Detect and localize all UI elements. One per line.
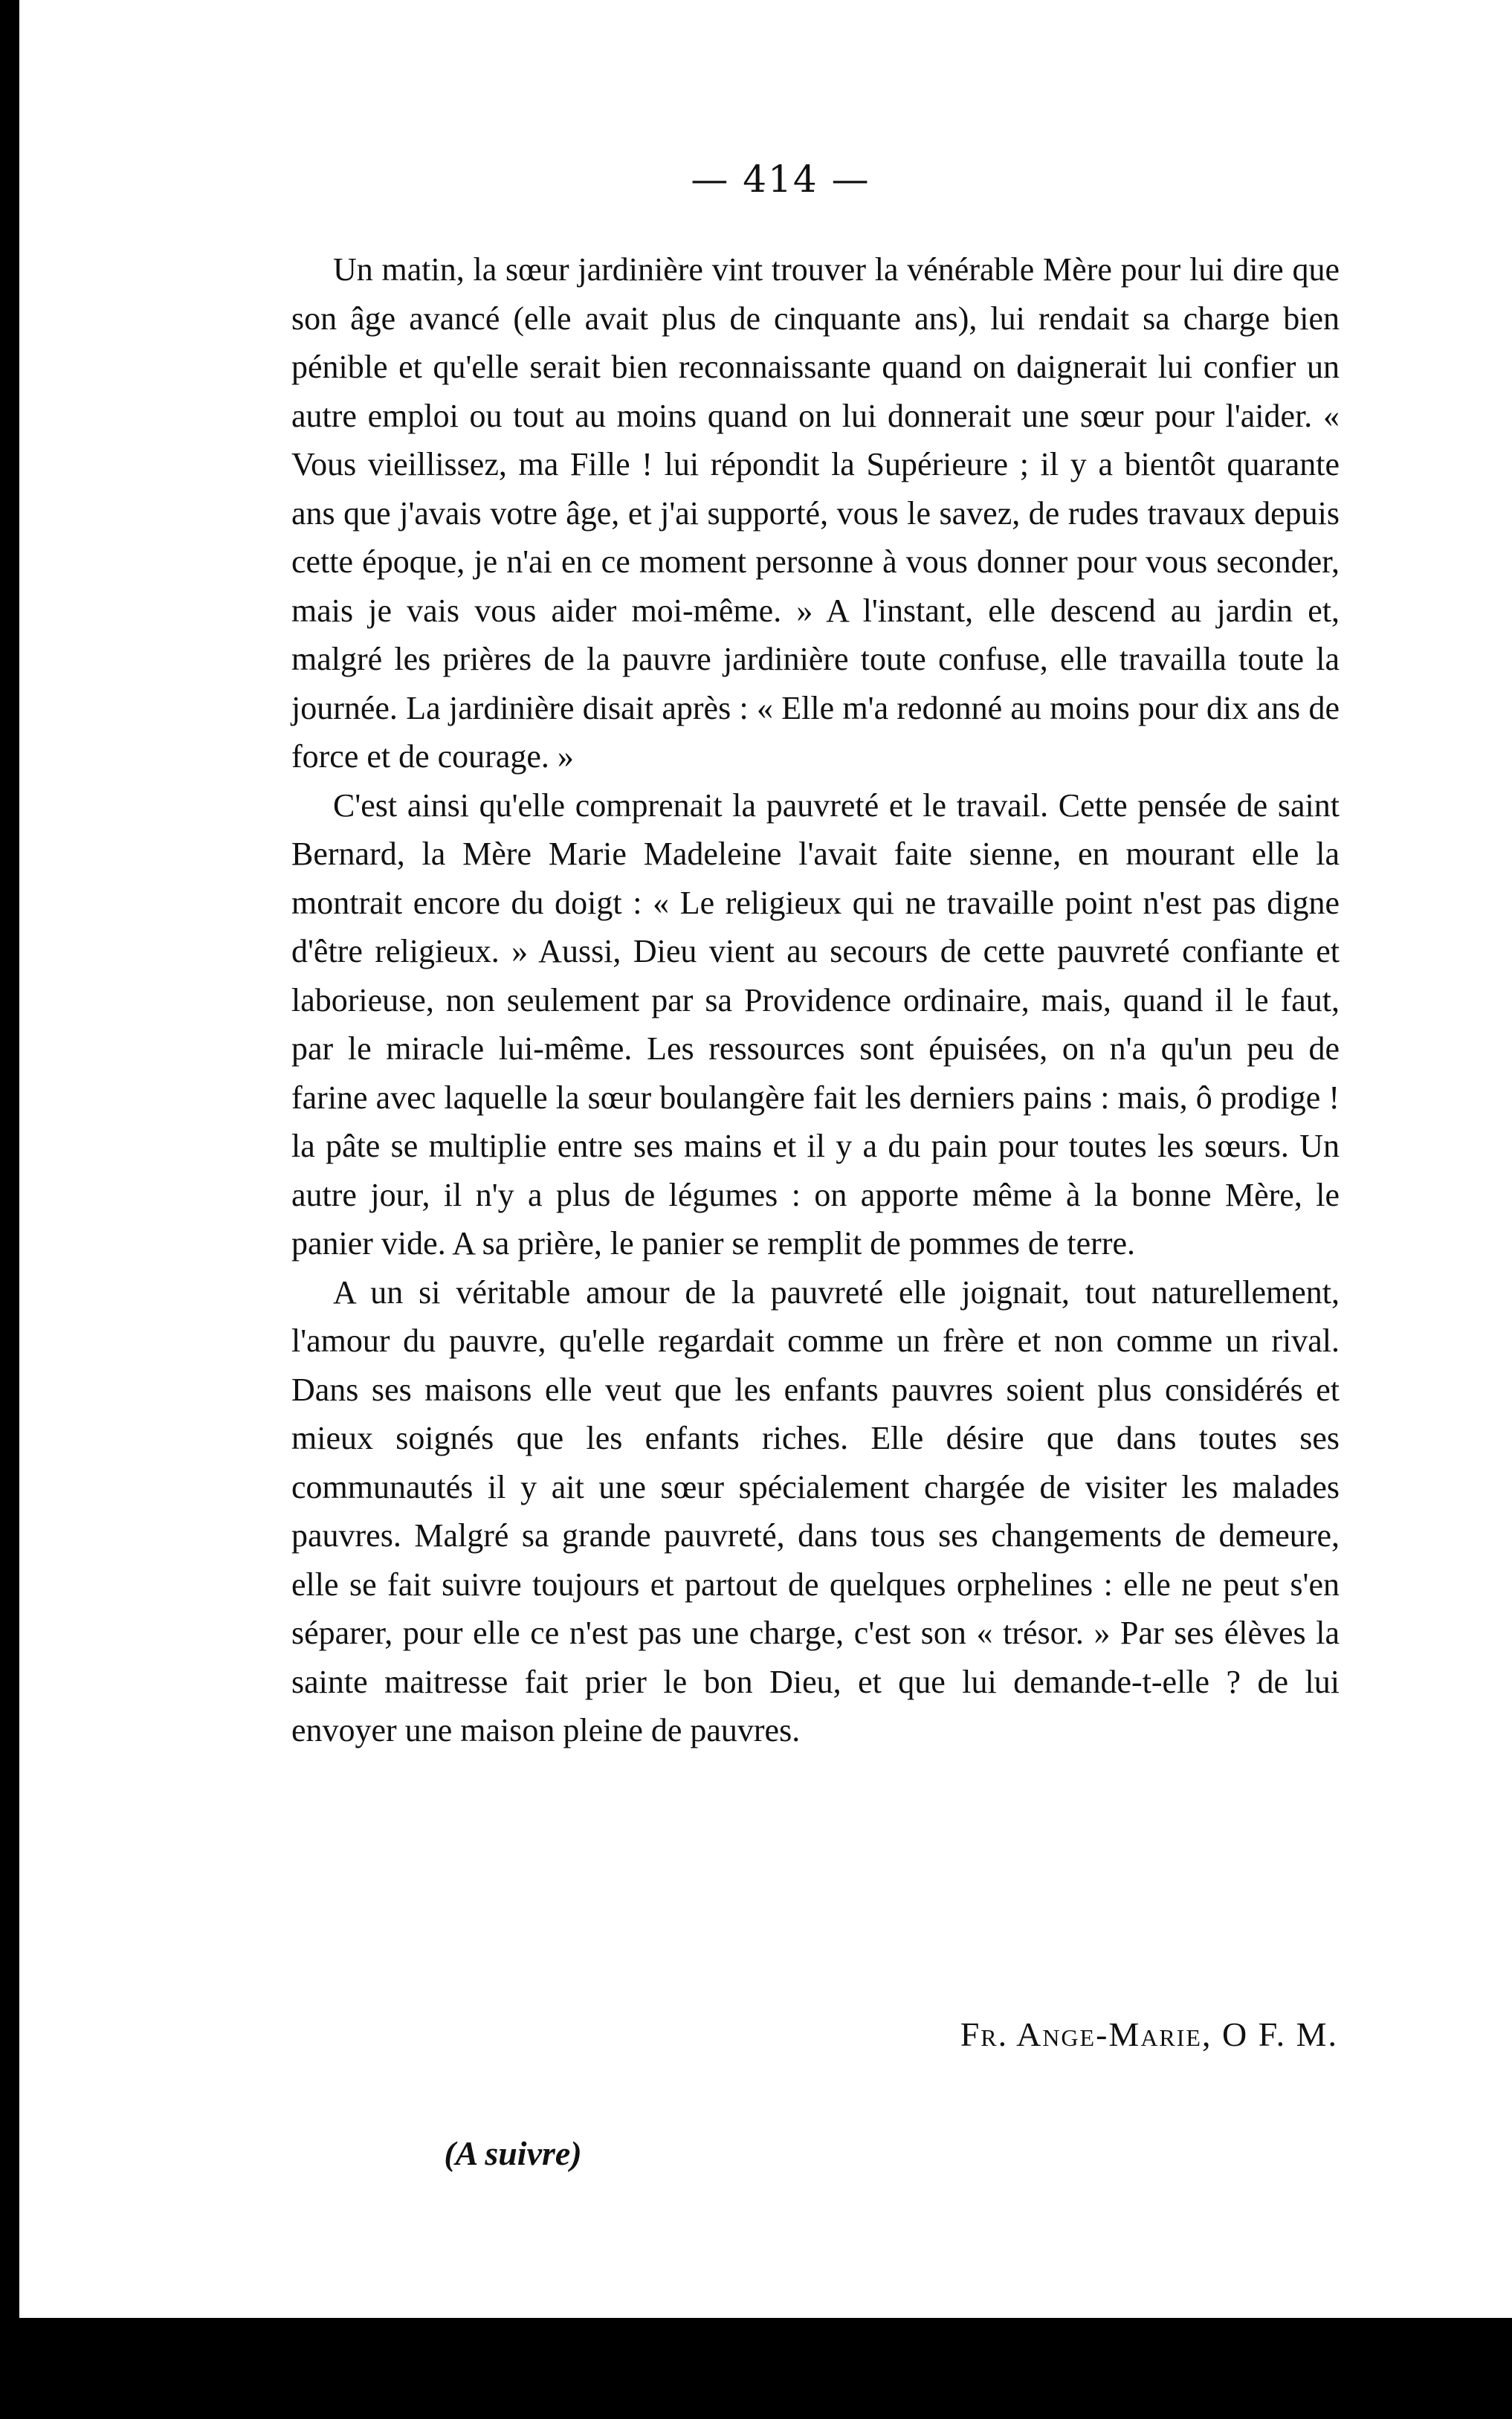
paragraph-3: A un si véritable amour de la pauvreté elle joignait, tout naturellement, l'amour du pauvre, qu'elle regardait comme un frère et non comme un rival. Dans ses maisons elle veut que les enfants pauvres soient plus considérés et mieux soignés que les enfants riches. Elle désire que dans toutes ses communautés il y ait une sœur spécialement chargée de visiter les malades pauvres. Malgré sa grande pauvreté, dans tous ses changements de demeure, elle se fait suivre toujours et partout de quelques orphelines : elle ne peut s'en séparer, pour elle ce n'est pas une charge, c'est son « trésor. » Par ses élèves la sainte maitresse fait prier le bon Dieu, et que lui demande-t-elle ? de lui envoyer une maison pleine de pauvres. [291, 1273, 1340, 1748]
paragraph-1: Un matin, la sœur jardinière vint trouver la vénérable Mère pour lui dire que son âge avancé (elle avait plus de cinquante ans), lui rendait sa charge bien pénible et qu'elle serait bien reconnaissante quand on daignerait lui confier un autre emploi ou tout au moins quand on lui donnerait une sœur pour l'aider. « Vous vieillissez, ma Fille ! lui répondit la Supérieure ; il y a bientôt quarante ans que j'avais votre âge, et j'ai supporté, vous le savez, de rudes travaux depuis cette époque, je n'ai en ce moment personne à vous donner pour vous seconder, mais je vais vous aider moi-même. » A l'instant, elle descend au jardin et, malgré les prières de la pauvre jardinière toute confuse, elle travailla toute la journée. La jardinière disait après : « Elle m'a redonné au moins pour dix ans de force et de courage. » [291, 251, 1340, 775]
body-text [291, 245, 1340, 1755]
paragraph-2: C'est ainsi qu'elle comprenait la pauvreté et le travail. Cette pensée de saint Bernard, la Mère Marie Madeleine l'avait faite sienne, en mourant elle la montrait encore du doigt : « Le religieux qui ne travaille point n'est pas digne d'être religieux. » Aussi, Dieu vient au secours de cette pauvreté confiante et laborieuse, non seulement par sa Providence ordinaire, mais, quand il le faut, par le miracle lui-même. Les ressources sont épuisées, on n'a qu'un peu de farine avec laquelle la sœur boulangère fait les derniers pains : mais, ô prodige ! la pâte se multiplie entre ses mains et il y a du pain pour toutes les sœurs. Un autre jour, il n'y a plus de légumes : on apporte même à la bonne Mère, le panier vide. A sa prière, le panier se remplit de pommes de terre. [291, 787, 1340, 1262]
author-signature: Fr. Ange-Marie, O F. M. [960, 2015, 1338, 2053]
continuation-note: (A suivre) [444, 2134, 582, 2172]
scan-border-bottom [0, 2318, 1512, 2419]
scan-border-left [0, 0, 19, 2419]
page-number: — 414 — [691, 158, 870, 201]
